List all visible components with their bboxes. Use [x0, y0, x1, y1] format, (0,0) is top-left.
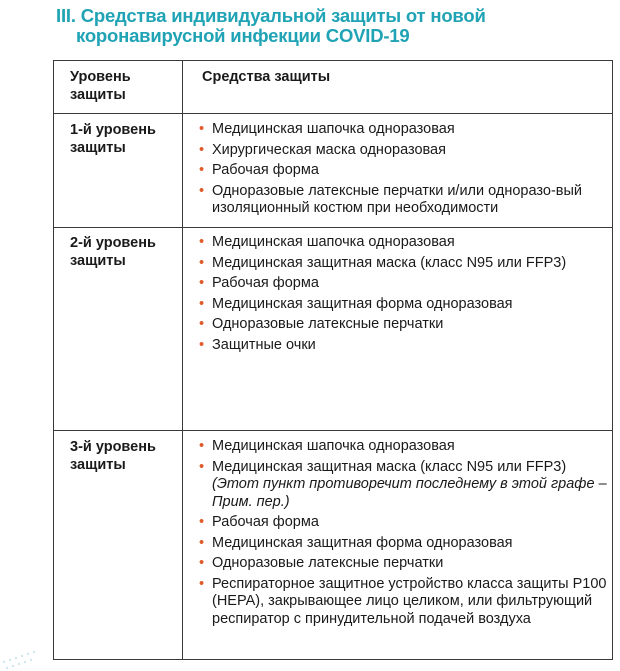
list-item-text: Медицинская защитная маска (класс N95 или FFP3): [212, 458, 567, 475]
section-title-line1: III. Средства индивидуальной защиты от новой: [56, 5, 486, 26]
row-level-1: 1-й уровень защиты: [70, 122, 156, 156]
list-item: • Одноразовые латексные перчатки: [199, 316, 609, 334]
list-item: • Медицинская шапочка одноразовая: [199, 121, 609, 139]
list-item: • Респираторное защитное устройство класса защиты P100 (HEPA), закрывающее лицо целиком, или фильтрующий респиратор с принудительной подачей воздуха: [199, 576, 609, 629]
list-item: • Хирургическая маска одноразовая: [199, 142, 609, 160]
row-items-1: [199, 121, 609, 221]
list-item: • Одноразовые латексные перчатки: [199, 555, 609, 573]
header-means: Средства защиты: [202, 69, 331, 85]
list-item: • Защитные очки: [199, 337, 609, 355]
list-item: • Рабочая форма: [199, 514, 609, 532]
row-level-3: 3-й уровень защиты: [70, 439, 156, 473]
row-items-3: [199, 438, 609, 631]
row-divider: [54, 113, 612, 114]
translator-note: (Этот пункт противоречит последнему в этой графе – Прим. пер.): [212, 476, 607, 510]
row-divider: [54, 430, 612, 431]
row-divider: [54, 227, 612, 228]
list-item: • Медицинская защитная форма одноразовая: [199, 296, 609, 314]
decorative-dots-icon: [0, 640, 60, 671]
list-item: • Медицинская шапочка одноразовая: [199, 234, 609, 252]
header-level: Уровень защиты: [70, 69, 131, 103]
list-item: [199, 459, 609, 512]
list-item: • Медицинская защитная форма одноразовая: [199, 535, 609, 553]
section-title: [56, 6, 596, 46]
row-items-2: [199, 234, 609, 357]
list-item: • Медицинская защитная маска (класс N95 или FFP3): [199, 255, 609, 273]
list-item: • Рабочая форма: [199, 162, 609, 180]
section-title-line2: коронавирусной инфекции COVID-19: [76, 25, 410, 46]
list-item: • Рабочая форма: [199, 275, 609, 293]
row-level-2: 2-й уровень защиты: [70, 235, 156, 269]
list-item: • Медицинская шапочка одноразовая: [199, 438, 609, 456]
protection-table: [53, 60, 613, 660]
list-item: • Одноразовые латексные перчатки и/или одноразо-вый изоляционный костюм при необходимости: [199, 183, 609, 218]
column-divider: [182, 61, 183, 659]
